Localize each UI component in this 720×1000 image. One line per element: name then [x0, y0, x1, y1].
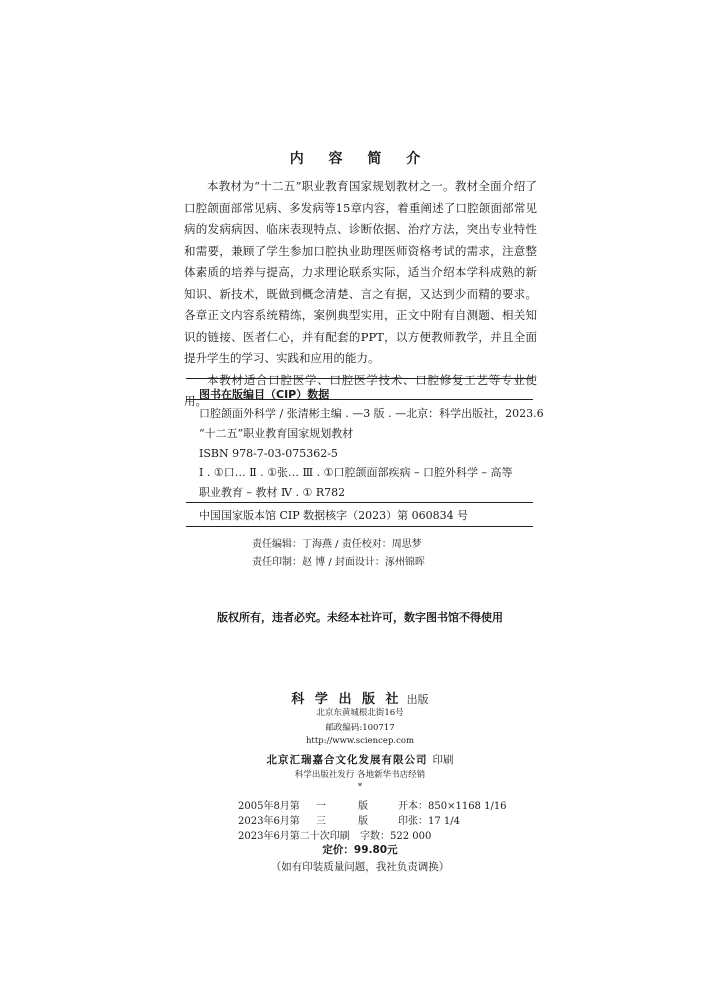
- cip-heading-rule: [186, 399, 533, 400]
- cip-line: 口腔颌面外科学 / 张清彬主编 . —3 版 . —北京：科学出版社，2023.6: [199, 407, 544, 420]
- intro-paragraph: 本教材适合口腔医学、口腔医学技术、口腔修复工艺等专业使用。: [184, 372, 537, 408]
- cip-line: Ⅰ . ①口… Ⅱ . ①张… Ⅲ . ①口腔颌面部疾病 – 口腔外科学 – 高等: [199, 466, 513, 479]
- price: 定价：99.80元: [322, 844, 398, 856]
- cip-number-rule: [186, 502, 533, 503]
- credits-editors: 责任编辑：丁海燕 / 责任校对：周思梦: [252, 539, 422, 550]
- credits-production: 责任印制：赵 博 / 封面设计：涿州锦晖: [252, 557, 425, 568]
- cip-top-rule: [186, 378, 533, 379]
- edition-spec: 印张：17 1/4: [398, 816, 460, 827]
- edition-number: 一: [316, 801, 326, 812]
- publisher-name: 科 学 出 版 社: [291, 692, 402, 707]
- quality-notice: （如有印装质量问题，我社负责调换）: [270, 861, 450, 873]
- edition-kind: 版: [358, 801, 368, 812]
- cip-line: ISBN 978-7-03-075362-5: [199, 447, 338, 460]
- page-title: 内 容 简 介: [289, 151, 431, 167]
- edition-spec: 字数：522 000: [360, 831, 432, 842]
- publisher-postcode: 邮政编码:100717: [325, 723, 395, 733]
- separator-star: *: [357, 782, 363, 792]
- printer-role: 印刷: [432, 754, 454, 766]
- edition-row: [238, 797, 507, 812]
- printer-name: 北京汇瑞嘉合文化发展有限公司: [266, 754, 428, 766]
- cip-bottom-rule: [186, 526, 533, 527]
- cip-heading: 图书在版编目（CIP）数据: [199, 388, 330, 401]
- distribution-line: 科学出版社发行 各地新华书店经销: [294, 770, 426, 780]
- edition-kind: 版: [358, 816, 368, 827]
- publisher-url: http://www.sciencep.com: [305, 736, 415, 746]
- cip-bibliographic: [199, 404, 544, 464]
- publisher-line: [0, 688, 720, 707]
- intro-paragraph: 本教材为“十二五”职业教育国家规划教材之一。教材全面介绍了口腔颌面部常见病、多发病等15章内容，着重阐述了口腔颌面部常见病的发病病因、临床表现特点、诊断依据、治疗方法，突出专业特性和需要，兼顾了学生参加口腔执业助理医师资格考试的需求，注意整体素质的培养与提高，力求理论联系实际，适当介绍本学科成熟的新知识、新技术，既做到概念清楚、言之有据，又达到少而精的要求。各章正文内容系统精练，案例典型实用，正文中附有自测题、相关知识的链接、医者仁心，并有配套的PPT，以方便教师教学，并且全面提升学生的学习、实践和应用的能力。: [184, 179, 537, 365]
- cip-line: 职业教育 – 教材 Ⅳ . ① R782: [199, 486, 346, 499]
- edition-row: [238, 827, 431, 842]
- edition-spec: 开本：850×1168 1/16: [398, 801, 507, 812]
- publisher-role: 出版: [406, 693, 429, 706]
- edition-date: 2005年8月第: [238, 801, 300, 812]
- publisher-address: 北京东黄城根北街16号: [316, 708, 404, 718]
- edition-date: 2023年6月第: [238, 816, 300, 827]
- edition-number: 三: [316, 816, 326, 827]
- printer-line: [0, 748, 720, 767]
- cip-line: “十二五”职业教育国家规划教材: [199, 427, 354, 440]
- copyright-notice: 版权所有，违者必究。未经本社许可，数字图书馆不得使用: [217, 611, 503, 624]
- edition-date: 2023年6月第二十次印刷: [238, 831, 350, 842]
- cip-classification: [199, 463, 539, 503]
- cip-number: 中国国家版本馆 CIP 数据核字（2023）第 060834 号: [199, 509, 469, 522]
- edition-row: [238, 812, 460, 827]
